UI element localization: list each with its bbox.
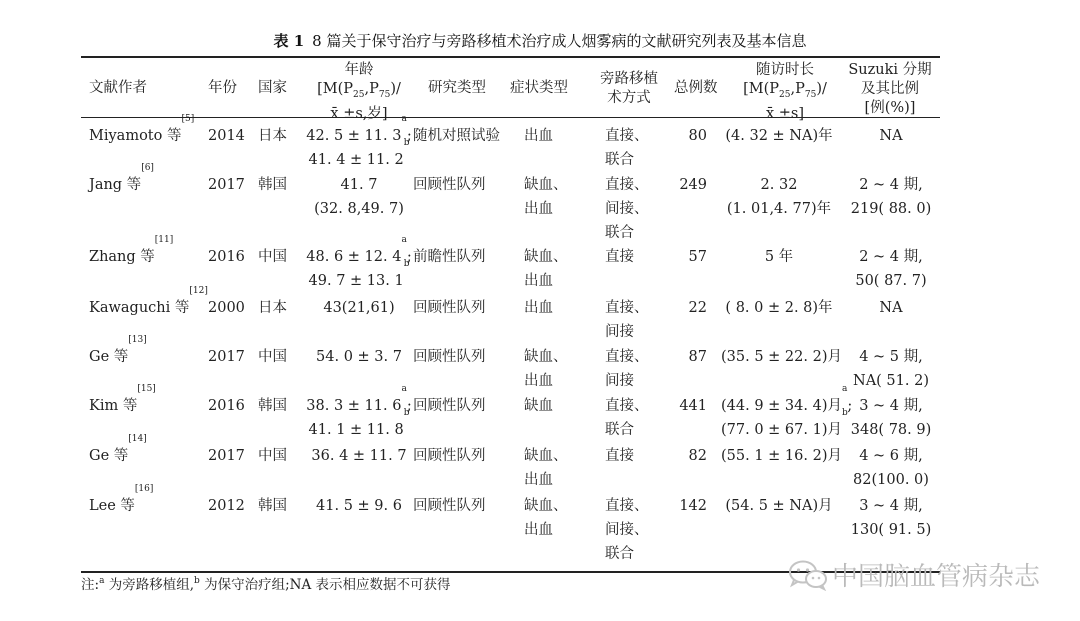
cell-country: 中国 (258, 448, 287, 464)
cell-followup: (54. 5 ± NA)月 (725, 498, 833, 514)
header-age-line1: 年龄 (344, 62, 374, 78)
cell-total-cases: 22 (688, 300, 707, 316)
header-followup-line3: x̄ ±s] (765, 105, 805, 122)
cell-year: 2017 (208, 448, 245, 464)
header-total-cases: 总例数 (674, 80, 718, 96)
cell-study-type: 回顾性队列 (413, 177, 486, 193)
cell-year: 2014 (208, 128, 245, 144)
cell-country: 日本 (258, 300, 287, 316)
cell-bypass-method: 直接 (605, 448, 634, 464)
cell-country: 日本 (258, 128, 287, 144)
cell-study-type: 回顾性队列 (413, 498, 486, 514)
header-bypass: 旁路移植 术方式 (600, 71, 658, 106)
cell-age: 41. 7 (32. 8,49. 7) (314, 177, 404, 217)
cell-followup: (44. 9 ± 34. 4)月$^a$; (77. 0 ± 67. 1)月$^b$ (721, 384, 853, 438)
cell-bypass-method: 直接、 间接、 联合 (605, 498, 649, 562)
cell-study-type: 随机对照试验 (413, 128, 500, 144)
cell-followup: (35. 5 ± 22. 2)月 (721, 349, 842, 365)
cell-total-cases: 82 (688, 448, 707, 464)
cell-bypass-method: 直接 (605, 249, 634, 265)
cell-followup: (55. 1 ± 16. 2)月 (721, 448, 842, 464)
header-author: 文献作者 (89, 80, 147, 96)
cell-age: 36. 4 ± 11. 7 (311, 448, 407, 464)
cell-total-cases: 249 (679, 177, 707, 193)
cell-year: 2017 (208, 349, 245, 365)
header-age-line3: x̄ ±s,岁] (330, 105, 388, 122)
cell-country: 中国 (258, 349, 287, 365)
cell-author: Jang 等[6] (89, 163, 154, 193)
cell-country: 韩国 (258, 177, 287, 193)
cell-age: 43(21,61) (323, 300, 395, 316)
cell-year: 2000 (208, 300, 245, 316)
cell-author: Ge 等[14] (89, 434, 147, 464)
cell-followup: ( 8. 0 ± 2. 8)年 (725, 300, 833, 316)
top-rule (81, 56, 940, 58)
cell-total-cases: 441 (679, 398, 707, 414)
table-number: 表 1 (273, 32, 305, 50)
watermark-text: 中国脑血管病杂志 (832, 562, 1041, 592)
cell-author: Miyamoto 等[5] (89, 114, 195, 144)
cell-author: Ge 等[13] (89, 335, 147, 365)
cell-year: 2012 (208, 498, 245, 514)
cell-study-type: 前瞻性队列 (413, 249, 486, 265)
header-symptom-type: 症状类型 (510, 80, 568, 96)
watermark (788, 556, 1040, 593)
cell-suzuki: 3 ~ 4 期, 130( 91. 5) (850, 498, 932, 538)
cell-suzuki: NA (879, 300, 903, 316)
cell-study-type: 回顾性队列 (413, 398, 486, 414)
cell-suzuki: 2 ~ 4 期, 219( 88. 0) (850, 177, 932, 217)
cell-suzuki: 2 ~ 4 期, 50( 87. 7) (855, 249, 927, 289)
cell-year: 2017 (208, 177, 245, 193)
cell-age: 54. 0 ± 3. 7 (316, 349, 402, 365)
cell-bypass-method: 直接、 联合 (605, 398, 649, 438)
cell-followup: (4. 32 ± NA)年 (725, 128, 833, 144)
cell-total-cases: 80 (688, 128, 707, 144)
cell-suzuki: NA (879, 128, 903, 144)
cell-symptom-type: 出血 (524, 128, 553, 144)
cell-symptom-type: 缺血 (524, 398, 553, 414)
header-followup-line1: 随访时长 (756, 62, 814, 78)
cell-total-cases: 87 (688, 349, 707, 365)
cell-study-type: 回顾性队列 (413, 349, 486, 365)
cell-age: 38. 3 ± 11. 6$^a$; 41. 1 ± 11. 8$^b$ (306, 384, 412, 438)
cell-suzuki: 4 ~ 6 期, 82(100. 0) (853, 448, 929, 488)
cell-author: Zhang 等[11] (89, 235, 174, 265)
table-caption (0, 30, 1080, 51)
cell-symptom-type: 出血 (524, 300, 553, 316)
cell-symptom-type: 缺血、 出血 (524, 448, 568, 488)
cell-author: Kawaguchi 等[12] (89, 286, 208, 316)
cell-country: 韩国 (258, 398, 287, 414)
cell-bypass-method: 直接、 间接、 联合 (605, 177, 649, 241)
cell-suzuki: 3 ~ 4 期, 348( 78. 9) (850, 398, 932, 438)
header-country: 国家 (258, 80, 287, 96)
cell-bypass-method: 直接、 间接 (605, 349, 649, 389)
cell-year: 2016 (208, 398, 245, 414)
table-footnote: 注:$^a$ 为旁路移植组,$^b$ 为保守治疗组;NA 表示相应数据不可获得 (81, 576, 451, 593)
header-followup (727, 61, 843, 124)
cell-year: 2016 (208, 249, 245, 265)
cell-total-cases: 57 (688, 249, 707, 265)
cell-age: 42. 5 ± 11. 3$^a$; 41. 4 ± 11. 2$^b$ (306, 114, 412, 168)
cell-suzuki: 4 ~ 5 期, NA( 51. 2) (853, 349, 929, 389)
cell-study-type: 回顾性队列 (413, 300, 486, 316)
cell-symptom-type: 缺血、 出血 (524, 349, 568, 389)
table-title: 8 篇关于保守治疗与旁路移植术治疗成人烟雾病的文献研究列表及基本信息 (312, 32, 807, 50)
cell-symptom-type: 缺血、 出血 (524, 498, 568, 538)
header-age-line2: [$M(P_{25},P_{75})/$ (317, 81, 401, 100)
cell-study-type: 回顾性队列 (413, 448, 486, 464)
header-study-type: 研究类型 (428, 80, 486, 96)
cell-country: 韩国 (258, 498, 287, 514)
cell-bypass-method: 直接、 联合 (605, 128, 649, 168)
wechat-icon (788, 559, 828, 591)
cell-country: 中国 (258, 249, 287, 265)
cell-symptom-type: 缺血、 出血 (524, 249, 568, 289)
cell-symptom-type: 缺血、 出血 (524, 177, 568, 217)
cell-author: Kim 等[15] (89, 384, 156, 414)
header-suzuki: Suzuki 分期 及其比例 [例(%)] (848, 62, 932, 116)
cell-followup: 2. 32 (1. 01,4. 77)年 (726, 177, 832, 217)
header-followup-line2: [$M(P_{25},P_{75})/$ (743, 81, 827, 100)
cell-bypass-method: 直接、 间接 (605, 300, 649, 340)
cell-age: 48. 6 ± 12. 4$^a$; 49. 7 ± 13. 1$^b$ (306, 235, 412, 289)
cell-age: 41. 5 ± 9. 6 (316, 498, 402, 514)
cell-total-cases: 142 (679, 498, 707, 514)
cell-followup: 5 年 (764, 249, 794, 265)
header-year: 年份 (208, 80, 237, 96)
cell-author: Lee 等[16] (89, 484, 154, 514)
